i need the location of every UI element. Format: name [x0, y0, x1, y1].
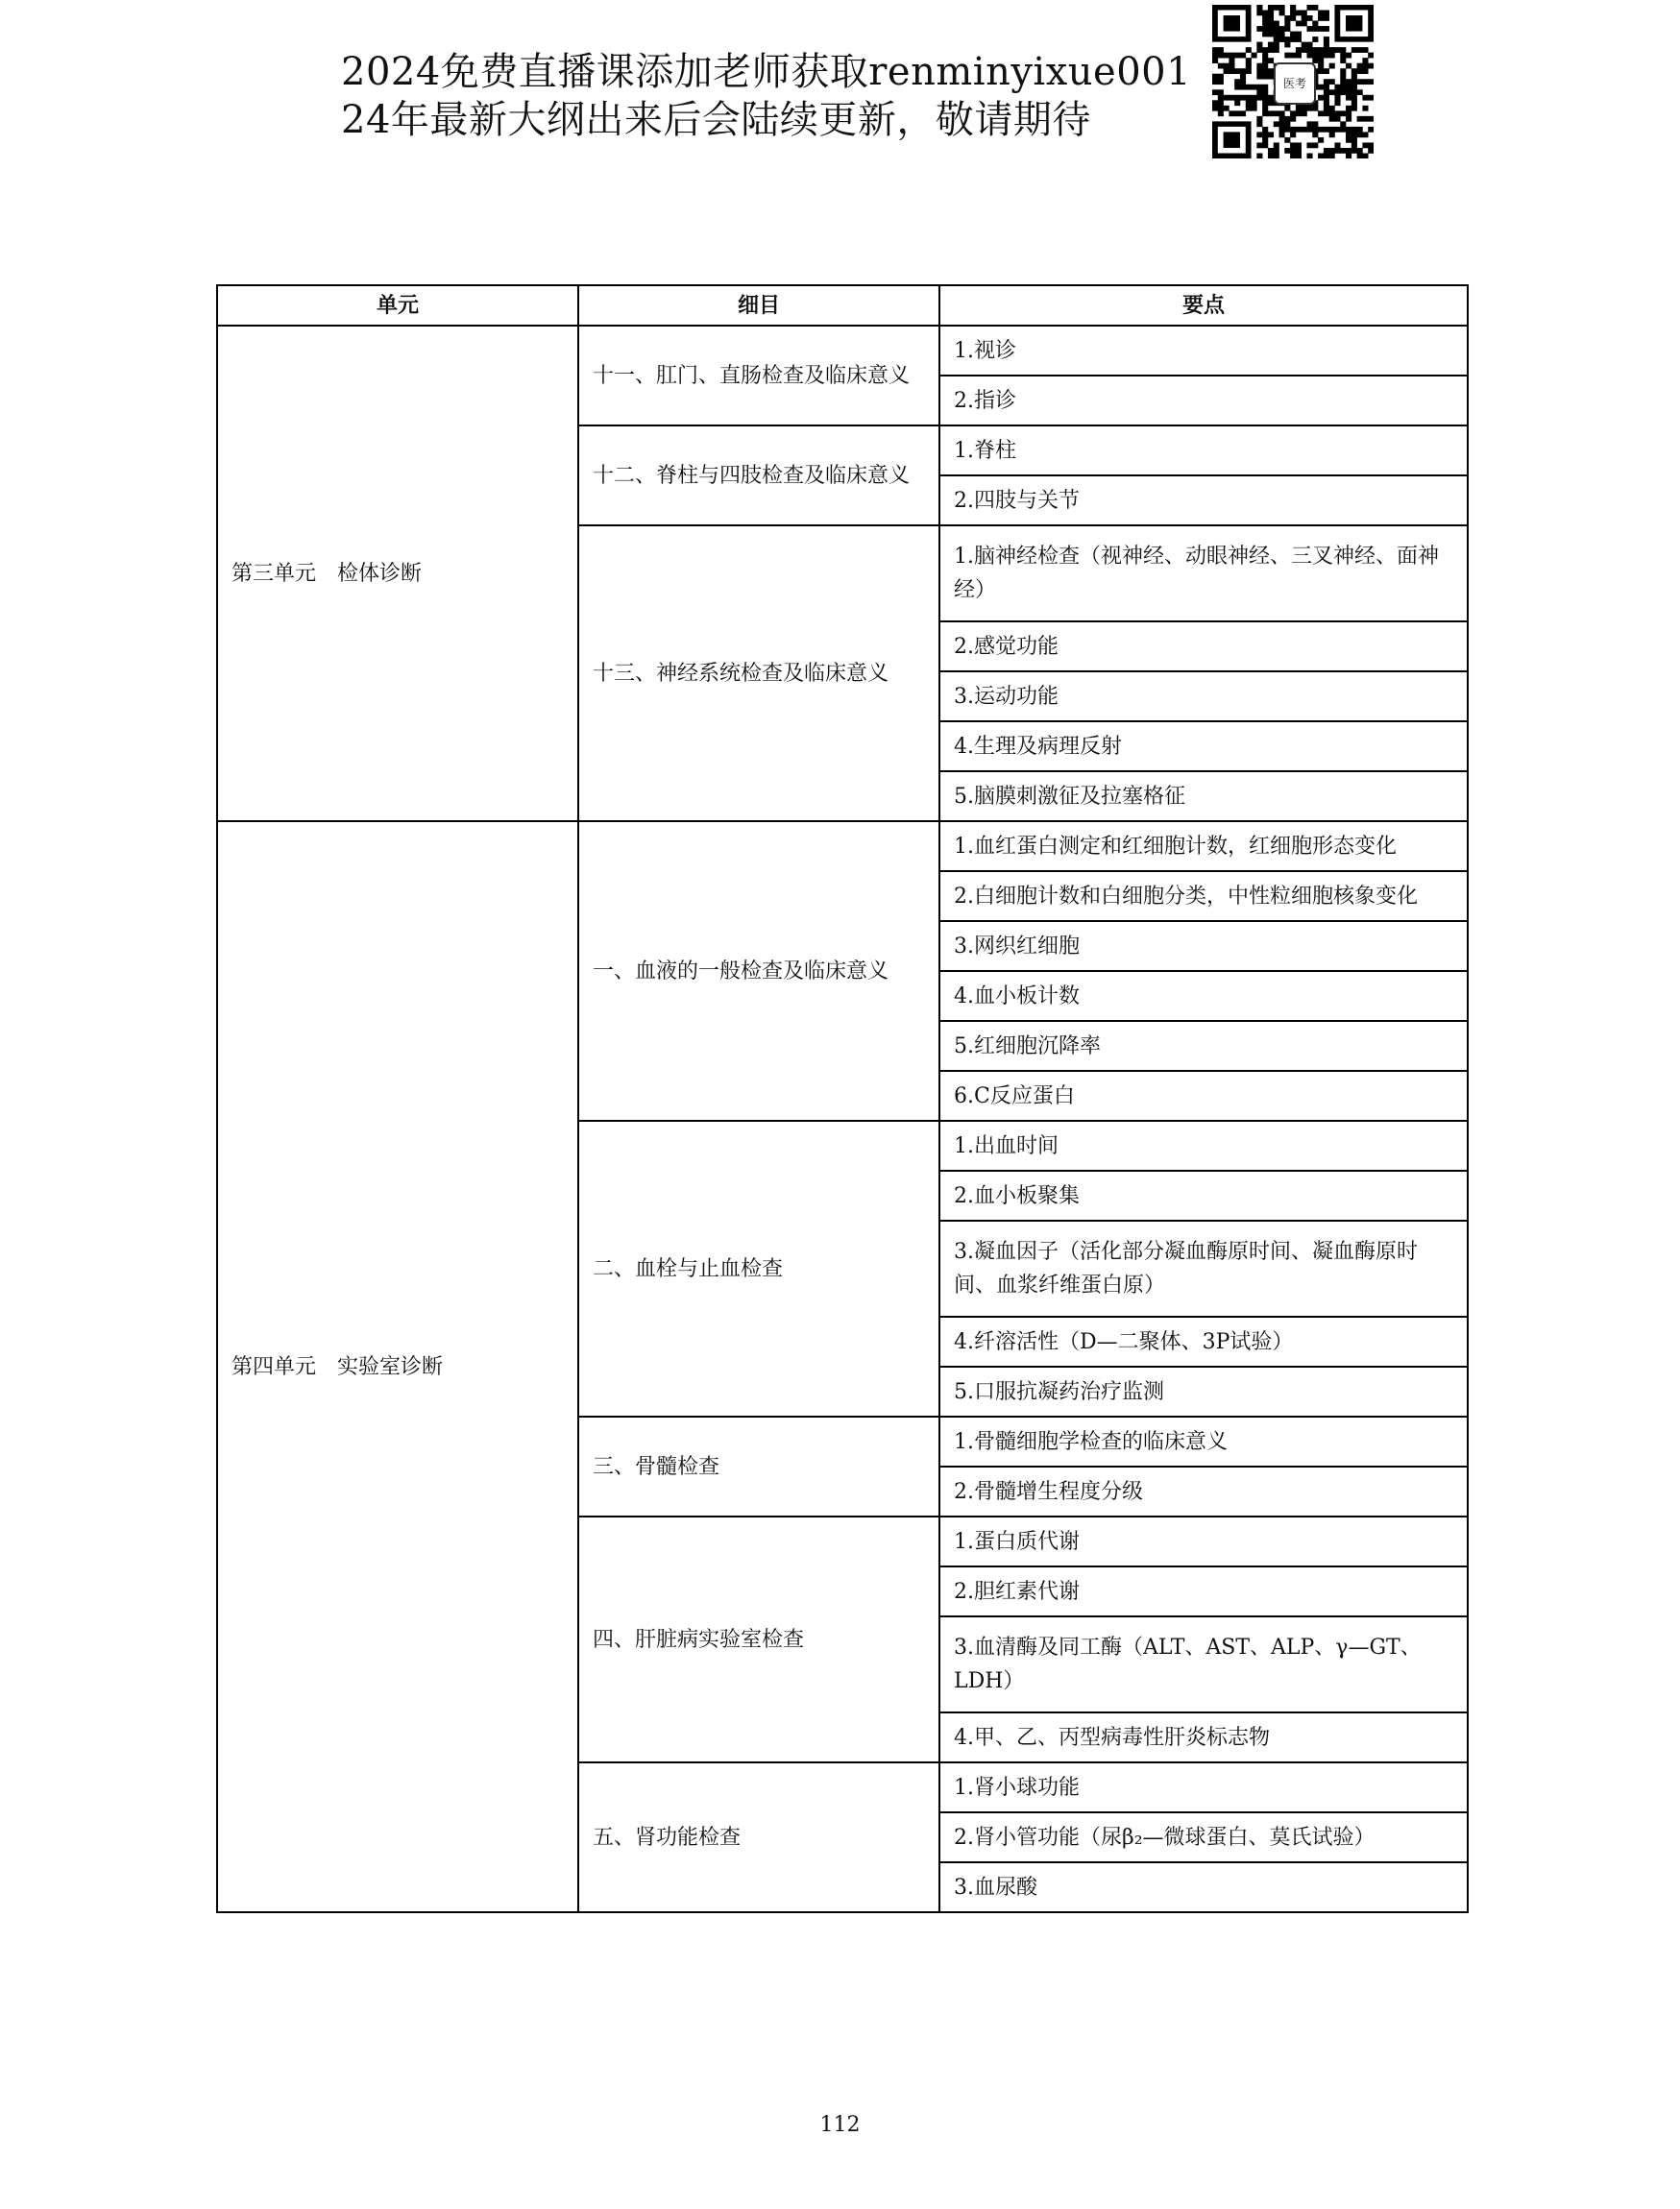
item-cell: 十三、神经系统检查及临床意义 [578, 525, 939, 821]
point-cell: 1.血红蛋白测定和红细胞计数，红细胞形态变化 [939, 821, 1468, 871]
point-cell: 4.纤溶活性（D—二聚体、3P试验） [939, 1317, 1468, 1367]
point-cell: 2.血小板聚集 [939, 1171, 1468, 1221]
item-cell: 十二、脊柱与四肢检查及临床意义 [578, 425, 939, 525]
page-header [341, 48, 1191, 144]
point-cell: 1.脑神经检查（视神经、动眼神经、三叉神经、面神经） [939, 525, 1468, 621]
table-row [217, 821, 1468, 871]
qr-code [1212, 5, 1374, 158]
point-cell: 4.血小板计数 [939, 971, 1468, 1021]
header-line-1: 2024免费直播课添加老师获取renminyixue001 [341, 50, 1192, 94]
point-cell: 5.口服抗凝药治疗监测 [939, 1367, 1468, 1417]
point-cell: 1.肾小球功能 [939, 1762, 1468, 1812]
point-cell: 1.骨髓细胞学检查的临床意义 [939, 1417, 1468, 1467]
header-points: 要点 [939, 285, 1468, 326]
point-cell: 1.视诊 [939, 326, 1468, 376]
point-cell: 2.白细胞计数和白细胞分类，中性粒细胞核象变化 [939, 871, 1468, 921]
item-cell: 二、血栓与止血检查 [578, 1121, 939, 1417]
point-cell: 3.凝血因子（活化部分凝血酶原时间、凝血酶原时间、血浆纤维蛋白原） [939, 1221, 1468, 1317]
point-cell: 2.指诊 [939, 376, 1468, 425]
page-number: 112 [819, 2113, 861, 2137]
point-cell: 4.甲、乙、丙型病毒性肝炎标志物 [939, 1712, 1468, 1762]
point-cell: 4.生理及病理反射 [939, 721, 1468, 771]
header-item: 细目 [578, 285, 939, 326]
point-cell: 3.网织红细胞 [939, 921, 1468, 971]
item-cell: 五、肾功能检查 [578, 1762, 939, 1912]
point-cell: 3.血清酶及同工酶（ALT、AST、ALP、γ—GT、LDH） [939, 1616, 1468, 1712]
point-cell: 2.骨髓增生程度分级 [939, 1467, 1468, 1517]
item-cell: 十一、肛门、直肠检查及临床意义 [578, 326, 939, 425]
table-row [217, 326, 1468, 376]
header-line-2: 24年最新大纲出来后会陆续更新，敬请期待 [341, 98, 1091, 142]
point-cell: 3.运动功能 [939, 671, 1468, 721]
point-cell: 2.四肢与关节 [939, 475, 1468, 525]
point-cell: 1.脊柱 [939, 425, 1468, 475]
unit-cell: 第三单元 检体诊断 [217, 326, 578, 821]
point-cell: 5.红细胞沉降率 [939, 1021, 1468, 1071]
table-header-row [217, 285, 1468, 326]
syllabus-table [216, 284, 1469, 1913]
point-cell: 2.肾小管功能（尿β₂—微球蛋白、莫氏试验） [939, 1812, 1468, 1862]
point-cell: 3.血尿酸 [939, 1862, 1468, 1912]
qr-logo: 医考 [1274, 62, 1316, 105]
point-cell: 5.脑膜刺激征及拉塞格征 [939, 771, 1468, 821]
point-cell: 1.蛋白质代谢 [939, 1517, 1468, 1566]
item-cell: 四、肝脏病实验室检查 [578, 1517, 939, 1762]
item-cell: 三、骨髓检查 [578, 1417, 939, 1517]
point-cell: 1.出血时间 [939, 1121, 1468, 1171]
point-cell: 2.感觉功能 [939, 621, 1468, 671]
header-unit: 单元 [217, 285, 578, 326]
point-cell: 2.胆红素代谢 [939, 1566, 1468, 1616]
unit-cell: 第四单元 实验室诊断 [217, 821, 578, 1912]
item-cell: 一、血液的一般检查及临床意义 [578, 821, 939, 1121]
point-cell: 6.C反应蛋白 [939, 1071, 1468, 1121]
